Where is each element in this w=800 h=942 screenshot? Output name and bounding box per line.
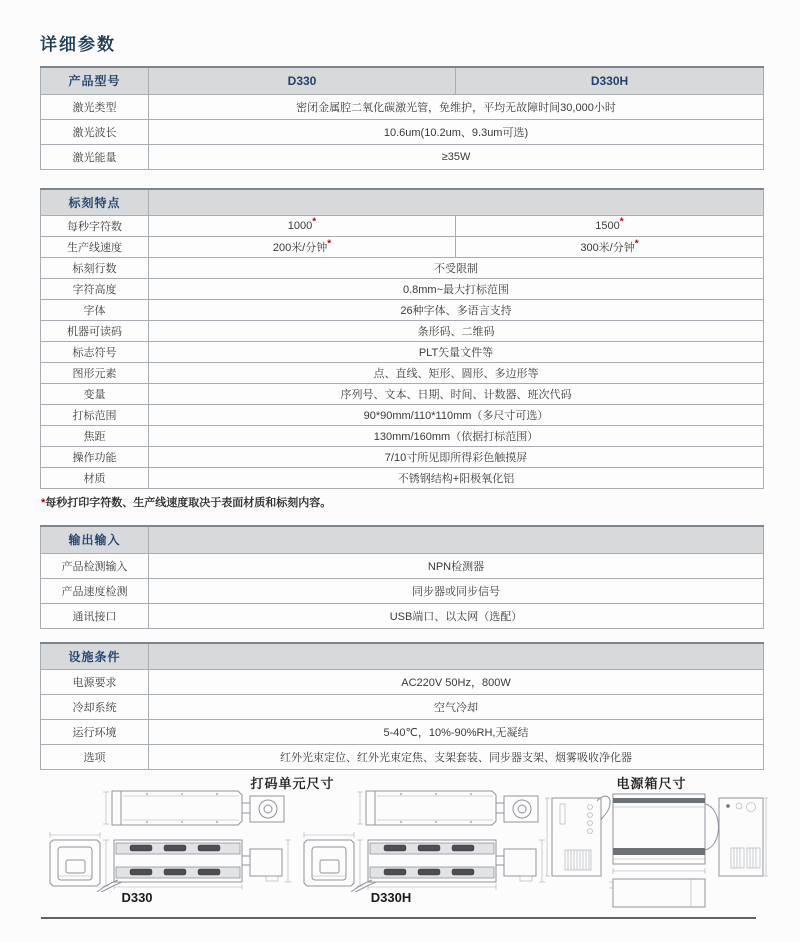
row-label: 焦距 (41, 426, 149, 447)
footnote-asterisk: * (41, 497, 46, 509)
row-label: 冷却系统 (41, 695, 149, 720)
footnote-asterisk: * (634, 238, 639, 250)
row-value: AC220V 50Hz，800W (149, 670, 764, 695)
row-label: 字符高度 (41, 279, 149, 300)
row-label: 标刻行数 (41, 258, 149, 279)
row-label: 激光能量 (41, 144, 149, 169)
table-row (41, 720, 764, 745)
vent-grille (565, 850, 591, 870)
marking-unit-dimensions-title: 打码单元尺寸 (250, 776, 335, 791)
unit-technical-drawing (42, 788, 292, 892)
row-label: 操作功能 (41, 447, 149, 468)
table-row (41, 144, 764, 169)
row-label: 字体 (41, 300, 149, 321)
row-label: 通讯接口 (41, 603, 149, 628)
unit-technical-drawing (296, 788, 546, 892)
row-value: 同步器或同步信号 (149, 578, 764, 603)
header-col-d330h: D330H (456, 67, 764, 94)
io-table (40, 525, 764, 629)
footnote-text: 每秒打印字符数、生产线速度取决于表面材质和标刻内容。 (45, 497, 332, 509)
row-value: ≥35W (149, 144, 764, 169)
table-row (41, 405, 764, 426)
row-value: 密闭金属腔二氧化碳激光管，免维护，平均无故障时间30,000小时 (149, 94, 764, 119)
row-value: 空气冷却 (149, 695, 764, 720)
unit-drawing-d330 (42, 788, 292, 905)
header-io: 输出输入 (41, 526, 149, 553)
bottom-divider (41, 917, 756, 919)
table-row (41, 279, 764, 300)
table-row (41, 237, 764, 258)
table-header-row (41, 526, 764, 553)
table-row (41, 426, 764, 447)
page-title: 详细参数 (40, 35, 116, 54)
footnote-asterisk: * (312, 216, 317, 228)
row-label: 图形元素 (41, 363, 149, 384)
table-row (41, 363, 764, 384)
header-facility: 设施条件 (41, 643, 149, 670)
row-label: 打标范围 (41, 405, 149, 426)
table-row (41, 603, 764, 628)
row-label: 生产线速度 (41, 237, 149, 258)
row-value: 7/10寸所见即所得彩色触摸屏 (149, 447, 764, 468)
table-header-row (41, 189, 764, 216)
row-value-d330: 1000* (149, 216, 456, 237)
row-value-d330h: 300米/分钟* (456, 237, 764, 258)
table-row (41, 745, 764, 770)
table-row (41, 119, 764, 144)
header-empty (149, 526, 764, 553)
table-row (41, 300, 764, 321)
row-value: 点、直线、矩形、圆形、多边形等 (149, 363, 764, 384)
row-value-d330h: 1500* (456, 216, 764, 237)
dimension-drawings-section (40, 773, 763, 913)
row-label: 材质 (41, 468, 149, 489)
row-label: 产品速度检测 (41, 578, 149, 603)
table-row (41, 321, 764, 342)
table-header-row (41, 67, 764, 94)
row-value: 90*90mm/110*110mm（多尺寸可选） (149, 405, 764, 426)
power-box-technical-drawing (545, 786, 768, 908)
row-value: 26种字体、多语言支持 (149, 300, 764, 321)
table-row (41, 384, 764, 405)
unit-label-d330: D330 (121, 890, 153, 905)
table-row (41, 94, 764, 119)
row-value: 不受限制 (149, 258, 764, 279)
row-value: 5-40℃，10%-90%RH,无凝结 (149, 720, 764, 745)
facility-table (40, 642, 764, 771)
row-label: 选项 (41, 745, 149, 770)
header-col-d330: D330 (149, 67, 456, 94)
table-row (41, 695, 764, 720)
table-row (41, 553, 764, 578)
table-header-row (41, 643, 764, 670)
row-value-d330: 200米/分钟* (149, 237, 456, 258)
row-label: 运行环境 (41, 720, 149, 745)
power-box-drawing (545, 786, 768, 908)
power-box-dimensions-title: 电源箱尺寸 (616, 776, 687, 791)
footnote (41, 494, 763, 508)
row-label: 产品检测输入 (41, 553, 149, 578)
table-row (41, 342, 764, 363)
row-value: USB端口、以太网（选配） (149, 603, 764, 628)
row-value: 不锈钢结构+阳极氧化铝 (149, 468, 764, 489)
table-row (41, 258, 764, 279)
product-model-table (40, 66, 764, 170)
row-label: 电源要求 (41, 670, 149, 695)
row-label: 激光波长 (41, 119, 149, 144)
row-label: 标志符号 (41, 342, 149, 363)
header-empty (149, 643, 764, 670)
row-value: 序列号、文本、日期、时间、计数器、班次代码 (149, 384, 764, 405)
row-label: 激光类型 (41, 94, 149, 119)
table-row (41, 468, 764, 489)
row-value: 10.6um(10.2um、9.3um可选) (149, 119, 764, 144)
vent-grille (731, 848, 760, 868)
table-row (41, 670, 764, 695)
unit-drawing-d330h (296, 788, 546, 905)
header-product-model: 产品型号 (41, 67, 149, 94)
header-marking-features: 标刻特点 (41, 189, 149, 216)
header-empty (149, 189, 764, 216)
row-value: PLT矢量文件等 (149, 342, 764, 363)
row-label: 机器可读码 (41, 321, 149, 342)
marking-features-table (40, 188, 764, 490)
row-value: 红外光束定位、红外光束定焦、支架套装、同步器支架、烟雾吸收净化器 (149, 745, 764, 770)
row-label: 变量 (41, 384, 149, 405)
row-label: 每秒字符数 (41, 216, 149, 237)
row-value: 0.8mm~最大打标范围 (149, 279, 764, 300)
footnote-asterisk: * (327, 238, 332, 250)
table-row (41, 447, 764, 468)
row-value: 条形码、二维码 (149, 321, 764, 342)
table-row (41, 216, 764, 237)
unit-label-d330h: D330H (370, 890, 412, 905)
row-value: 130mm/160mm（依据打标范围） (149, 426, 764, 447)
footnote-asterisk: * (619, 216, 624, 228)
table-row (41, 578, 764, 603)
row-value: NPN检测器 (149, 553, 764, 578)
